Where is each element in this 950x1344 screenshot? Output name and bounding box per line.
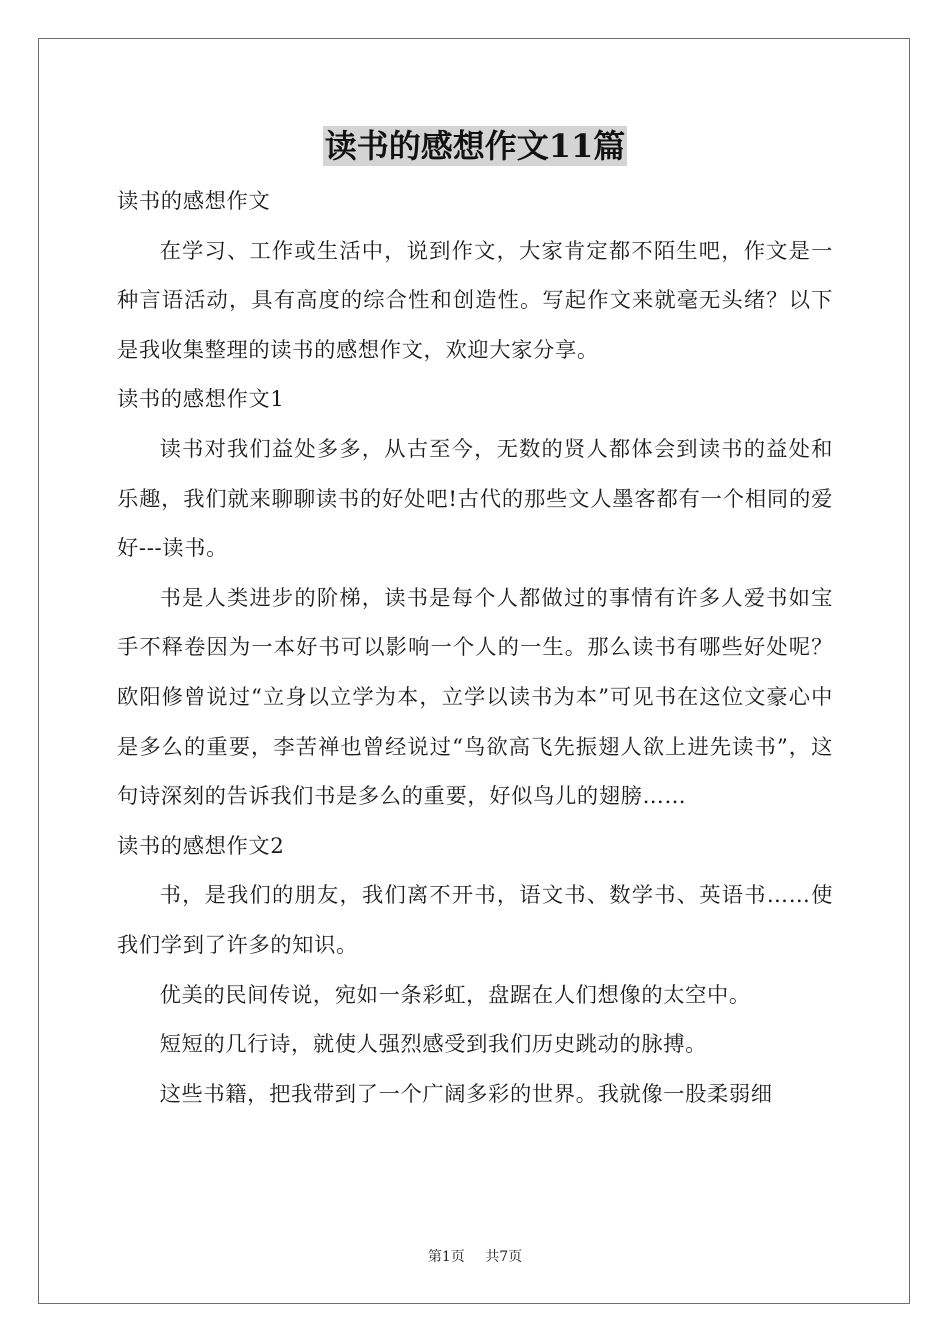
paragraph: 书，是我们的朋友，我们离不开书，语文书、数学书、英语书……使我们学到了许多的知识。 (117, 883, 833, 958)
page-number: 第1页 (427, 1249, 465, 1265)
document-body (117, 177, 833, 1119)
section-heading: 读书的感想作文2 (117, 833, 285, 859)
paragraph: 这些书籍，把我带到了一个广阔多彩的世界。我就像一股柔弱细 (159, 1081, 773, 1107)
section-heading: 读书的感想作文 (117, 189, 271, 214)
page-total: 共7页 (485, 1249, 523, 1265)
section-heading: 读书的感想作文1 (117, 387, 285, 413)
document-title: 读书的感想作文11篇 (324, 127, 626, 165)
page-footer (0, 1246, 950, 1266)
paragraph: 短短的几行诗，就使人强烈感受到我们历史跳动的脉搏。 (159, 1032, 708, 1058)
paragraph: 优美的民间传说，宛如一条彩虹，盘踞在人们想像的太空中。 (159, 982, 751, 1008)
title-container (0, 126, 950, 166)
paragraph: 书是人类进步的阶梯，读书是每个人都做过的事情有许多人爱书如宝手不释卷因为一本好书可以影响一个人的一生。那么读书有哪些好处呢？欧阳修曾说过“立身以立学为本，立学以读书为本”可见书在这位文豪心中是多么的重要，李苦禅也曾经说过“鸟欲高飞先振翅人欲上进先读书”，这句诗深刻的告诉我们书是多么的重要，好似鸟儿的翅膀…… (117, 585, 833, 810)
paragraph: 在学习、工作或生活中，说到作文，大家肯定都不陌生吧，作文是一种言语活动，具有高度的综合性和创造性。写起作文来就毫无头绪？以下是我收集整理的读书的感想作文，欢迎大家分享。 (117, 238, 833, 363)
paragraph: 读书对我们益处多多，从古至今，无数的贤人都体会到读书的益处和乐趣，我们就来聊聊读书的好处吧!古代的那些文人墨客都有一个相同的爱好---读书。 (117, 436, 833, 562)
